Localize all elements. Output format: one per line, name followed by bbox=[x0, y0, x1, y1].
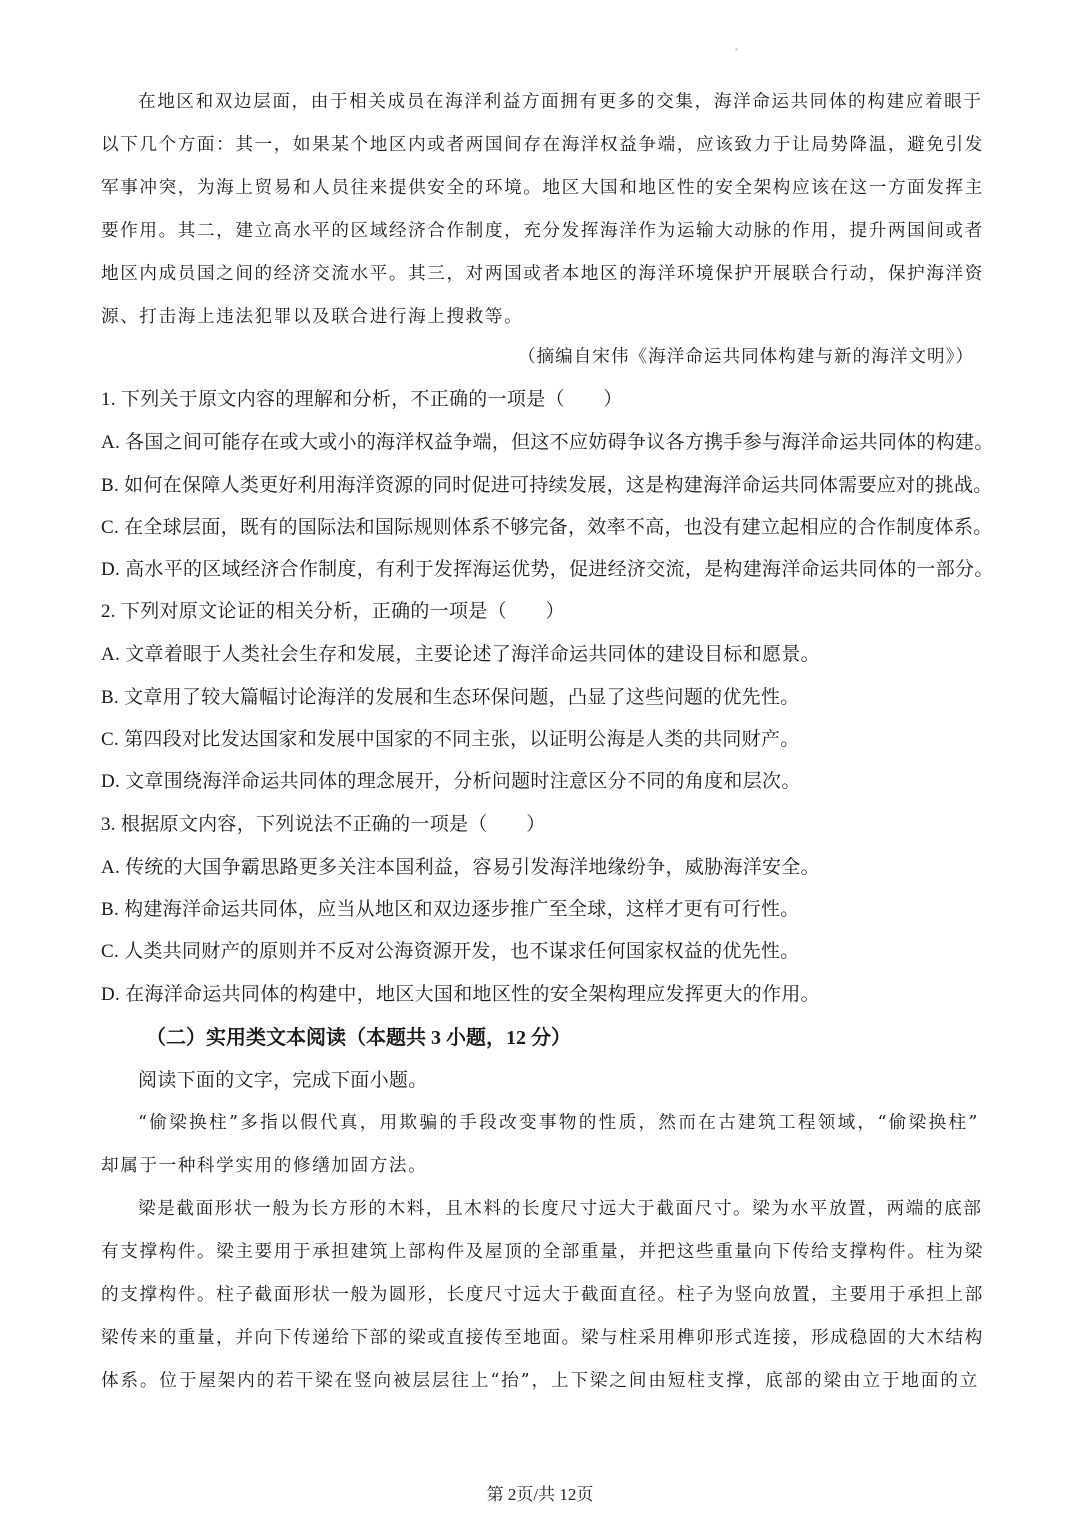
paragraph-line: 梁是截面形状一般为长方形的木料，且木料的长度尺寸远大于截面尺寸。梁为水平放置，两端的底部 bbox=[138, 1199, 983, 1219]
section-heading: （二）实用类文本阅读（本题共 3 小题，12 分） bbox=[146, 1027, 571, 1049]
answer-option: D. 在海洋命运共同体的构建中，地区大国和地区性的安全架构理应发挥更大的作用。 bbox=[101, 984, 820, 1005]
answer-option: C. 人类共同财产的原则并不反对公海资源开发，也不谋求任何国家权益的优先性。 bbox=[101, 941, 800, 962]
paragraph-line: “偷梁换柱”多指以假代真，用欺骗的手段改变事物的性质，然而在古建筑工程领域，“偷梁换柱” bbox=[138, 1113, 979, 1133]
answer-option: B. 构建海洋命运共同体，应当从地区和双边逐步推广至全球，这样才更有可行性。 bbox=[101, 899, 800, 920]
answer-option: A. 文章着眼于人类社会生存和发展，主要论述了海洋命运共同体的建设目标和愿景。 bbox=[101, 644, 820, 665]
answer-option: B. 如何在保障人类更好利用海洋资源的同时促进可持续发展，这是构建海洋命运共同体需要应对的挑战。 bbox=[101, 475, 993, 496]
paragraph-line: 却属于一种科学实用的修缮加固方法。 bbox=[101, 1156, 428, 1176]
scan-speck bbox=[735, 48, 738, 51]
answer-option: C. 第四段对比发达国家和发展中国家的不同主张，以证明公海是人类的共同财产。 bbox=[101, 729, 800, 750]
paragraph-line: 有支撑构件。梁主要用于承担建筑上部构件及屋顶的全部重量，并把这些重量向下传给支撑构件。柱为梁 bbox=[101, 1242, 984, 1262]
paragraph-line: 体系。位于屋架内的若干梁在竖向被层层往上“抬”，上下梁之间由短柱支撑，底部的梁由立于地面的立 bbox=[101, 1371, 979, 1391]
question-stem: 1. 下列关于原文内容的理解和分析，不正确的一项是（ ） bbox=[101, 389, 623, 410]
instruction-text: 阅读下面的文字，完成下面小题。 bbox=[138, 1070, 428, 1091]
paragraph-line: 军事冲突，为海上贸易和人员往来提供安全的环境。地区大国和地区性的安全架构应该在这一方面发挥主 bbox=[101, 178, 984, 198]
paragraph-line: 地区内成员国之间的经济交流水平。其三，对两国或者本地区的海洋环境保护开展联合行动，保护海洋资 bbox=[101, 264, 984, 284]
paragraph-line: 在地区和双边层面，由于相关成员在海洋利益方面拥有更多的交集，海洋命运共同体的构建应着眼于 bbox=[138, 92, 983, 112]
answer-option: C. 在全球层面，既有的国际法和国际规则体系不够完备，效率不高，也没有建立起相应的合作制度体系。 bbox=[101, 517, 993, 538]
answer-option: A. 各国之间可能存在或大或小的海洋权益争端，但这不应妨碍争议各方携手参与海洋命运共同体的构建。 bbox=[101, 432, 994, 453]
source-citation: （摘编自宋伟《海洋命运共同体构建与新的海洋文明》） bbox=[517, 347, 974, 367]
answer-option: D. 高水平的区域经济合作制度，有利于发挥海运优势，促进经济交流，是构建海洋命运共同体的一部分。 bbox=[101, 559, 994, 580]
paragraph-line: 要作用。其二，建立高水平的区域经济合作制度，充分发挥海洋作为运输大动脉的作用，提升两国间或者 bbox=[101, 221, 984, 241]
paragraph-line: 以下几个方面：其一，如果某个地区内或者两国间存在海洋权益争端，应该致力于让局势降温，避免引发 bbox=[101, 135, 984, 155]
paragraph-line: 的支撑构件。柱子截面形状一般为圆形，长度尺寸远大于截面直径。柱子为竖向放置，主要用于承担上部 bbox=[101, 1285, 984, 1305]
paragraph-line: 源、打击海上违法犯罪以及联合进行海上搜救等。 bbox=[101, 307, 524, 327]
answer-option: D. 文章围绕海洋命运共同体的理念展开，分析问题时注意区分不同的角度和层次。 bbox=[101, 771, 801, 792]
page-number: 第 2页/共 12页 bbox=[486, 1485, 594, 1504]
question-stem: 2. 下列对原文论证的相关分析，正确的一项是（ ） bbox=[101, 601, 565, 622]
question-stem: 3. 根据原文内容，下列说法不正确的一项是（ ） bbox=[101, 814, 546, 835]
answer-option: A. 传统的大国争霸思路更多关注本国利益，容易引发海洋地缘纷争，威胁海洋安全。 bbox=[101, 857, 820, 878]
paragraph-line: 梁传来的重量，并向下传递给下部的梁或直接传至地面。梁与柱采用榫卯形式连接，形成稳固的大木结构 bbox=[101, 1328, 984, 1348]
answer-option: B. 文章用了较大篇幅讨论海洋的发展和生态环保问题，凸显了这些问题的优先性。 bbox=[101, 687, 800, 708]
